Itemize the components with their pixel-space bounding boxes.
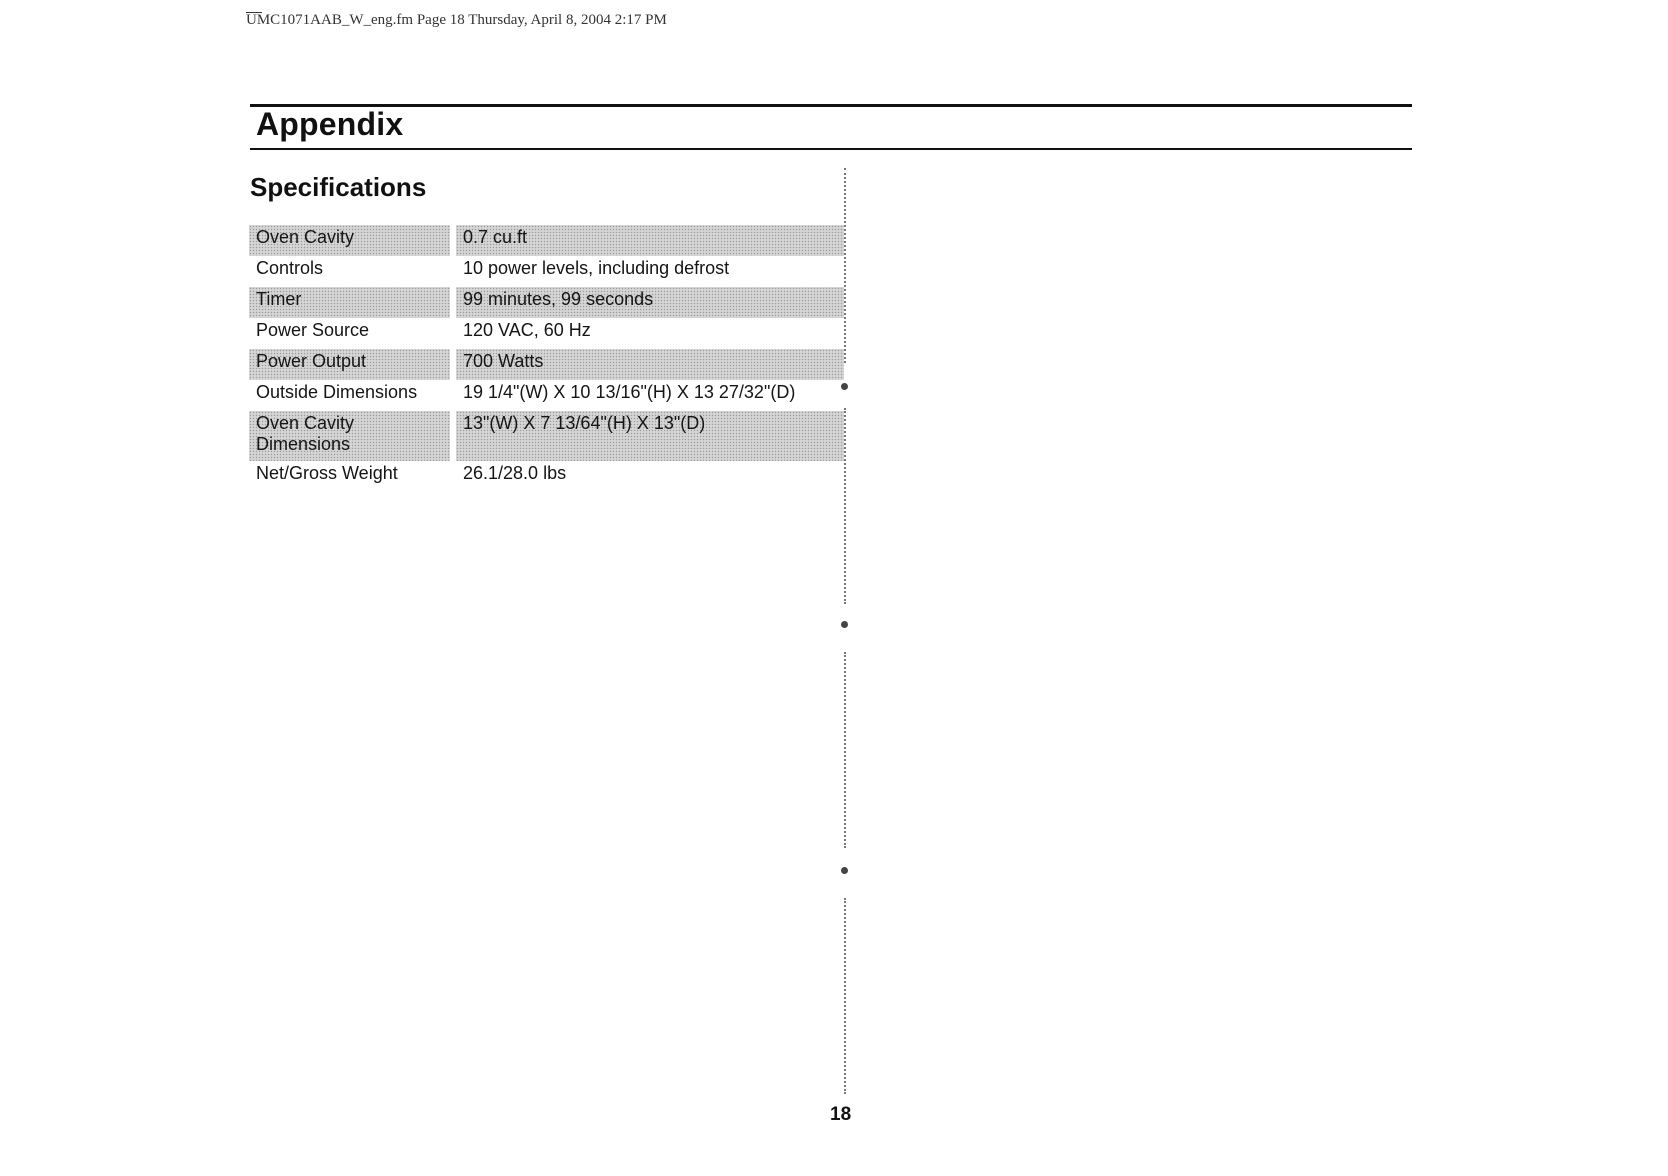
table-row — [249, 411, 844, 461]
binding-hole-mark — [841, 383, 848, 390]
spec-value: 0.7 cu.ft — [456, 225, 844, 256]
column-divider — [844, 168, 846, 363]
section-title: Appendix — [256, 106, 404, 142]
table-row — [249, 380, 844, 411]
spec-label: Power Source — [249, 318, 456, 349]
spec-label: Controls — [249, 256, 456, 287]
spec-value: 700 Watts — [456, 349, 844, 380]
table-row — [249, 461, 844, 492]
spec-value: 120 VAC, 60 Hz — [463, 320, 591, 340]
spec-label: Oven Cavity Dimensions — [249, 411, 456, 461]
spec-value: 13"(W) X 7 13/64"(H) X 13"(D) — [456, 411, 844, 461]
spec-value: 26.1/28.0 lbs — [463, 463, 567, 483]
table-row — [249, 225, 844, 256]
file-header-text: UMC1071AAB_W_eng.fm Page 18 Thursday, April 8, 2004 2:17 PM — [246, 12, 667, 28]
binding-hole-mark — [841, 867, 848, 874]
page-number: 18 — [830, 1104, 852, 1125]
table-row — [249, 287, 844, 318]
spec-label: Outside Dimensions — [249, 380, 456, 411]
title-rule-bottom — [250, 148, 1412, 150]
table-row — [249, 256, 844, 287]
spec-label: Timer — [249, 287, 456, 318]
column-divider — [844, 898, 846, 1094]
binding-hole-mark — [841, 621, 848, 628]
column-divider — [844, 652, 846, 848]
title-rule-top — [250, 104, 1412, 107]
spec-value: 99 minutes, 99 seconds — [456, 287, 844, 318]
column-divider — [844, 408, 846, 604]
spec-value: 19 1/4"(W) X 10 13/16"(H) X 13 27/32"(D) — [463, 382, 796, 402]
table-row — [249, 349, 844, 380]
spec-label: Power Output — [249, 349, 456, 380]
table-row — [249, 318, 844, 349]
header-overline — [246, 12, 262, 13]
subsection-title: Specifications — [250, 172, 427, 202]
spec-label: Oven Cavity — [249, 225, 456, 256]
spec-label: Net/Gross Weight — [249, 461, 456, 492]
spec-value: 10 power levels, including defrost — [463, 258, 730, 278]
specifications-table — [249, 225, 844, 492]
file-header — [246, 12, 667, 29]
